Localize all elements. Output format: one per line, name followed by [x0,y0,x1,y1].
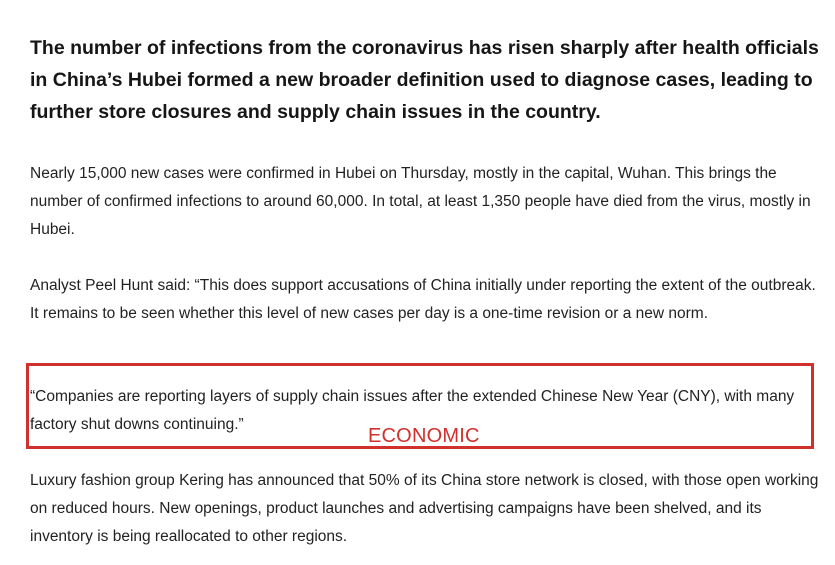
article-paragraph-cases: Nearly 15,000 new cases were confirmed in Hubei on Thursday, mostly in the capital, Wuhan. This brings the number of confirmed infections to around 60,000. In total, at least 1,350 people have died from the virus, mostly in Hubei. [30,165,811,238]
article-paragraph-kering: Luxury fashion group Kering has announced that 50% of its China store network is closed, with those open working on reduced hours. New openings, product launches and advertising campaigns have been shelved, and its inventory is being reallocated to other regions. [30,472,819,545]
article-paragraph-analyst: Analyst Peel Hunt said: “This does support accusations of China initially under reporting the extent of the outbreak. It remains to be seen whether this level of new cases per day is a one-time revision or a new norm. [30,277,816,322]
highlighted-quote: “Companies are reporting layers of supply chain issues after the extended Chinese New Year (CNY), with many factory shut downs continuing.” [30,388,795,433]
annotation-label: ECONOMIC [368,425,480,447]
article-lead: The number of infections from the coronavirus has risen sharply after health officials in China’s Hubei formed a new broader definition used to diagnose cases, leading to further store closures and supply chain issues in the country. [30,37,819,123]
